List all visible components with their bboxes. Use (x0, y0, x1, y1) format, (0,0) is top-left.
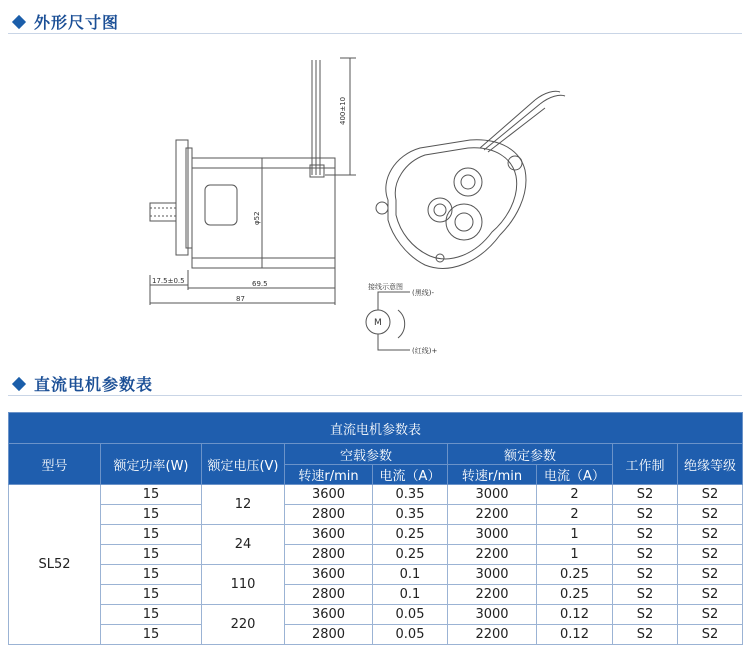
header-no-load-current: 电流（A） (373, 465, 448, 485)
header-duty: 工作制 (613, 444, 678, 485)
cell-no-load-current: 0.05 (373, 625, 448, 645)
cell-power: 15 (101, 605, 202, 625)
cell-rated-current: 0.25 (537, 585, 613, 605)
table-row (9, 545, 743, 565)
motor-shaft (150, 203, 176, 221)
outline-section-heading (8, 10, 119, 33)
motor-parameter-table (8, 412, 743, 645)
cell-power: 15 (101, 565, 202, 585)
cell-duty: S2 (613, 505, 678, 525)
outline-drawing (0, 40, 750, 360)
cell-model: SL52 (9, 485, 101, 645)
diamond-bullet-icon (12, 14, 26, 28)
cell-rated-current: 0.12 (537, 605, 613, 625)
cell-no-load-current: 0.1 (373, 565, 448, 585)
wiring-diagram (366, 292, 410, 350)
cell-no-load-speed: 2800 (285, 625, 373, 645)
cell-rated-speed: 3000 (448, 605, 537, 625)
table-row (9, 565, 743, 585)
cell-voltage: 110 (202, 565, 285, 605)
table-row (9, 525, 743, 545)
mount-hole-left (376, 202, 388, 214)
cell-insulation: S2 (678, 565, 743, 585)
header-no-load: 空载参数 (285, 444, 448, 465)
cell-rated-speed: 3000 (448, 525, 537, 545)
dim-shaft: 17.5±0.5 (152, 277, 185, 285)
cell-no-load-speed: 3600 (285, 565, 373, 585)
table-row (9, 505, 743, 525)
wire-red-label: (红线)+ (412, 347, 438, 355)
gearbox-housing (386, 140, 526, 269)
cell-rated-speed: 3000 (448, 485, 537, 505)
dim-lead-length: 400±10 (339, 96, 347, 125)
wiring-title: 接线示意图 (368, 283, 403, 291)
dim-total: 87 (236, 295, 245, 303)
dim-body: 69.5 (252, 280, 268, 288)
cell-insulation: S2 (678, 545, 743, 565)
cell-no-load-current: 0.05 (373, 605, 448, 625)
cell-no-load-current: 0.35 (373, 485, 448, 505)
header-rated-speed: 转速r/min (448, 465, 537, 485)
header-model: 型号 (9, 444, 101, 485)
cell-insulation: S2 (678, 485, 743, 505)
motor-symbol-label: M (374, 318, 382, 328)
cell-insulation: S2 (678, 625, 743, 645)
wire-black-label: (黑线)- (412, 289, 434, 297)
cell-power: 15 (101, 525, 202, 545)
cell-power: 15 (101, 505, 202, 525)
cell-rated-current: 1 (537, 545, 613, 565)
cell-no-load-speed: 3600 (285, 525, 373, 545)
table-row (9, 585, 743, 605)
diamond-bullet-icon (12, 376, 26, 390)
cell-duty: S2 (613, 625, 678, 645)
gearbox-front-view (376, 91, 565, 268)
params-section-title: 直流电机参数表 (34, 375, 154, 394)
header-power: 额定功率(W) (101, 444, 202, 485)
cell-rated-speed: 3000 (448, 565, 537, 585)
cell-no-load-current: 0.1 (373, 585, 448, 605)
motor-window (205, 185, 237, 225)
cell-no-load-current: 0.35 (373, 505, 448, 525)
cell-insulation: S2 (678, 505, 743, 525)
cell-insulation: S2 (678, 585, 743, 605)
table-row (9, 605, 743, 625)
cell-power: 15 (101, 625, 202, 645)
cell-no-load-current: 0.25 (373, 545, 448, 565)
cell-no-load-speed: 2800 (285, 585, 373, 605)
dim-diameter: φ52 (253, 211, 261, 225)
cell-no-load-speed: 3600 (285, 485, 373, 505)
cell-duty: S2 (613, 585, 678, 605)
cell-rated-current: 2 (537, 485, 613, 505)
outline-section-title: 外形尺寸图 (34, 13, 120, 32)
cell-no-load-speed: 2800 (285, 545, 373, 565)
cell-duty: S2 (613, 525, 678, 545)
cell-voltage: 24 (202, 525, 285, 565)
cell-rated-speed: 2200 (448, 545, 537, 565)
cell-power: 15 (101, 545, 202, 565)
cell-rated-speed: 2200 (448, 625, 537, 645)
cell-no-load-current: 0.25 (373, 525, 448, 545)
header-rated-current: 电流（A） (537, 465, 613, 485)
cell-duty: S2 (613, 485, 678, 505)
gear-hub-top (454, 168, 482, 196)
table-row (9, 625, 743, 645)
cell-rated-current: 0.12 (537, 625, 613, 645)
motor-body (192, 158, 335, 268)
section-divider (8, 33, 742, 34)
cell-power: 15 (101, 585, 202, 605)
gear-hub-main (446, 204, 482, 240)
cell-no-load-speed: 3600 (285, 605, 373, 625)
cell-rated-speed: 2200 (448, 505, 537, 525)
cell-rated-current: 2 (537, 505, 613, 525)
cell-rated-speed: 2200 (448, 585, 537, 605)
gear-hub-left (428, 198, 452, 222)
header-rated: 额定参数 (448, 444, 613, 465)
cell-rated-current: 1 (537, 525, 613, 545)
cell-voltage: 220 (202, 605, 285, 645)
cell-duty: S2 (613, 565, 678, 585)
cell-voltage: 12 (202, 485, 285, 525)
cell-rated-current: 0.25 (537, 565, 613, 585)
header-no-load-speed: 转速r/min (285, 465, 373, 485)
params-section-heading (8, 372, 153, 395)
cell-insulation: S2 (678, 525, 743, 545)
cell-no-load-speed: 2800 (285, 505, 373, 525)
header-insulation: 绝缘等级 (678, 444, 743, 485)
cell-insulation: S2 (678, 605, 743, 625)
section-divider (8, 395, 742, 396)
table-row (9, 485, 743, 505)
table-caption: 直流电机参数表 (9, 413, 743, 444)
cell-duty: S2 (613, 545, 678, 565)
header-voltage: 额定电压(V) (202, 444, 285, 485)
cell-power: 15 (101, 485, 202, 505)
cell-duty: S2 (613, 605, 678, 625)
